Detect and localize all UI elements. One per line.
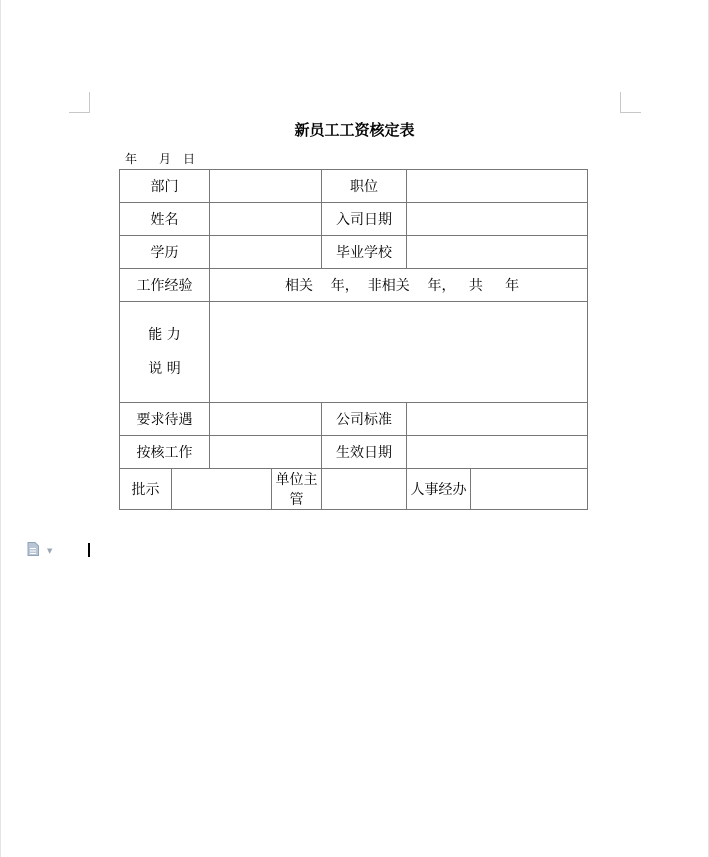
text-cursor [88,543,90,557]
document-title: 新员工工资核定表 [294,121,415,139]
name-value[interactable] [210,203,322,236]
position-label: 职位 [322,170,407,203]
experience-text: 相关 年， 非相关 年， 共 年 [285,278,520,294]
school-value[interactable] [407,236,588,269]
name-label: 姓名 [120,203,210,236]
hr-value[interactable] [471,469,588,510]
approved-salary-value[interactable] [210,436,322,469]
position-value[interactable] [407,170,588,203]
table-row [120,269,588,302]
date-month: 月 [159,152,172,166]
ability-value[interactable] [210,302,588,403]
table-row [120,302,588,403]
experience-label: 工作经验 [120,269,210,302]
ability-label-line1: 能 力 [148,327,181,343]
effective-date-value[interactable] [407,436,588,469]
ability-label [120,302,210,403]
salary-request-value[interactable] [210,403,322,436]
table-row [120,469,588,510]
salary-request-label: 要求待遇 [120,403,210,436]
department-value[interactable] [210,170,322,203]
approval-label: 批示 [120,469,172,510]
unit-manager-label: 单位主管 [272,469,322,510]
hire-date-label: 入司日期 [322,203,407,236]
company-standard-label: 公司标准 [322,403,407,436]
table-row [120,170,588,203]
school-label: 毕业学校 [322,236,407,269]
department-label: 部门 [120,170,210,203]
document-icon[interactable] [27,542,39,556]
salary-form-table [119,169,588,510]
crop-mark-top-left [69,92,90,113]
date-day: 日 [183,152,196,166]
education-label: 学历 [120,236,210,269]
crop-mark-top-right [620,92,641,113]
approval-value[interactable] [172,469,272,510]
hire-date-value[interactable] [407,203,588,236]
company-standard-value[interactable] [407,403,588,436]
date-year: 年 [125,152,138,166]
experience-value[interactable] [210,269,588,302]
table-row [120,236,588,269]
table-row [120,203,588,236]
chevron-down-icon[interactable]: ▼ [47,547,53,555]
hr-label: 人事经办 [407,469,471,510]
table-row [120,436,588,469]
ability-label-line2: 说 明 [148,361,181,377]
education-value[interactable] [210,236,322,269]
effective-date-label: 生效日期 [322,436,407,469]
date-line [125,150,195,167]
approved-salary-label: 按核工作 [120,436,210,469]
unit-manager-value[interactable] [322,469,407,510]
table-row [120,403,588,436]
